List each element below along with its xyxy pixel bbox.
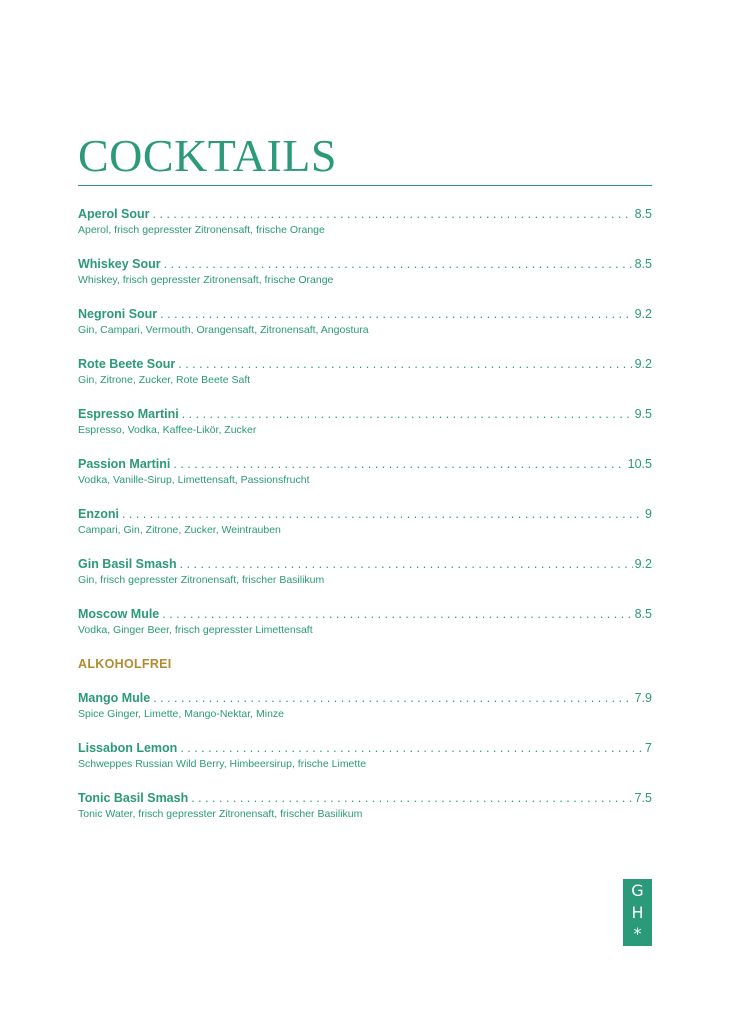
item-name: Passion Martini bbox=[78, 457, 171, 471]
item-name: Enzoni bbox=[78, 507, 119, 521]
logo-asterisk-icon: * bbox=[633, 923, 642, 943]
dot-leader bbox=[182, 406, 633, 422]
dot-leader bbox=[180, 740, 643, 756]
item-description: Espresso, Vodka, Kaffee-Likör, Zucker bbox=[78, 424, 257, 436]
item-price: 8.5 bbox=[634, 207, 652, 221]
item-description: Whiskey, frisch gepresster Zitronensaft, frische Orange bbox=[78, 274, 334, 286]
menu-item bbox=[78, 456, 652, 506]
item-price: 7.5 bbox=[634, 791, 652, 805]
menu-item bbox=[78, 606, 652, 656]
gh-logo bbox=[623, 879, 652, 946]
item-price: 8.5 bbox=[634, 607, 652, 621]
item-price: 9.2 bbox=[634, 557, 652, 571]
item-description: Vodka, Vanille-Sirup, Limettensaft, Passionsfrucht bbox=[78, 474, 310, 486]
logo-letter-h: H bbox=[631, 902, 644, 922]
item-price: 9 bbox=[645, 507, 652, 521]
item-description: Gin, Zitrone, Zucker, Rote Beete Saft bbox=[78, 374, 251, 386]
item-description: Aperol, frisch gepresster Zitronensaft, frische Orange bbox=[78, 224, 325, 236]
item-name: Mango Mule bbox=[78, 691, 151, 705]
dot-leader bbox=[162, 606, 632, 622]
item-name: Moscow Mule bbox=[78, 607, 160, 621]
item-price: 8.5 bbox=[634, 257, 652, 271]
section-heading-alkoholfrei: ALKOHOLFREI bbox=[78, 657, 172, 671]
menu-item bbox=[78, 690, 652, 740]
dot-leader bbox=[153, 690, 632, 706]
item-price: 7 bbox=[645, 741, 652, 755]
item-description: Spice Ginger, Limette, Mango-Nektar, Minze bbox=[78, 708, 285, 720]
cocktail-list bbox=[78, 206, 652, 656]
item-price: 9.2 bbox=[634, 357, 652, 371]
item-name: Gin Basil Smash bbox=[78, 557, 177, 571]
dot-leader bbox=[122, 506, 643, 522]
item-price: 9.5 bbox=[634, 407, 652, 421]
dot-leader bbox=[180, 556, 633, 572]
item-name: Lissabon Lemon bbox=[78, 741, 178, 755]
item-name: Negroni Sour bbox=[78, 307, 158, 321]
dot-leader bbox=[164, 256, 633, 272]
item-description: Gin, Campari, Vermouth, Orangensaft, Zitronensaft, Angostura bbox=[78, 324, 369, 336]
item-name: Espresso Martini bbox=[78, 407, 179, 421]
menu-item bbox=[78, 506, 652, 556]
item-description: Gin, frisch gepresster Zitronensaft, frischer Basilikum bbox=[78, 574, 325, 586]
title-divider bbox=[78, 185, 652, 186]
menu-item bbox=[78, 406, 652, 456]
item-name: Aperol Sour bbox=[78, 207, 150, 221]
dot-leader bbox=[173, 456, 625, 472]
alkoholfrei-list bbox=[78, 690, 652, 840]
dot-leader bbox=[153, 206, 633, 222]
item-description: Schweppes Russian Wild Berry, Himbeersirup, frische Limette bbox=[78, 758, 367, 770]
menu-item bbox=[78, 740, 652, 790]
menu-item bbox=[78, 256, 652, 306]
menu-page bbox=[78, 130, 652, 840]
logo-letter-g: G bbox=[631, 881, 644, 901]
item-name: Rote Beete Sour bbox=[78, 357, 176, 371]
page-title: COCKTAILS bbox=[78, 130, 337, 181]
item-description: Vodka, Ginger Beer, frisch gepresster Limettensaft bbox=[78, 624, 313, 636]
item-description: Campari, Gin, Zitrone, Zucker, Weintrauben bbox=[78, 524, 281, 536]
item-name: Whiskey Sour bbox=[78, 257, 161, 271]
menu-item bbox=[78, 306, 652, 356]
menu-item bbox=[78, 206, 652, 256]
menu-item bbox=[78, 790, 652, 840]
item-price: 9.2 bbox=[634, 307, 652, 321]
dot-leader bbox=[160, 306, 632, 322]
item-price: 7.9 bbox=[634, 691, 652, 705]
item-name: Tonic Basil Smash bbox=[78, 791, 189, 805]
item-price: 10.5 bbox=[627, 457, 652, 471]
item-description: Tonic Water, frisch gepresster Zitronensaft, frischer Basilikum bbox=[78, 808, 363, 820]
menu-item bbox=[78, 356, 652, 406]
dot-leader bbox=[178, 356, 632, 372]
dot-leader bbox=[191, 790, 632, 806]
menu-item bbox=[78, 556, 652, 606]
